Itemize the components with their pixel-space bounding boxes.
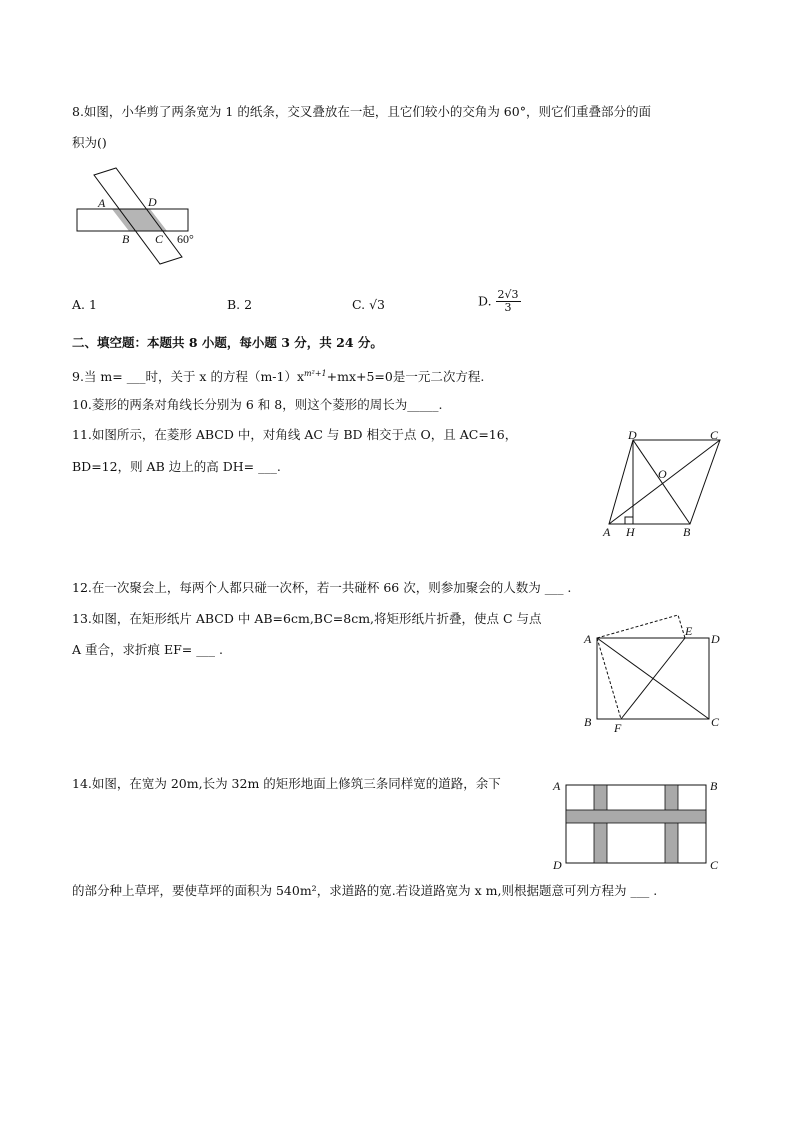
- q14-label-b: B: [710, 779, 718, 793]
- q14-line2: 的部分种上草坪，要使草坪的面积为 540m²，求道路的宽.若设道路宽为 x m,则根据题意可列方程为 ___ .: [72, 883, 658, 898]
- q13-line1: 13.如图，在矩形纸片 ABCD 中 AB=6cm,BC=8cm,将矩形纸片折叠，使点 C 与点: [72, 611, 542, 626]
- q10-text: 10.菱形的两条对角线长分别为 6 和 8，则这个菱形的周长为_____.: [72, 397, 443, 412]
- q11-line2: BD=12，则 AB 边上的高 DH= ___.: [72, 459, 281, 474]
- road-vertical-1: [594, 785, 607, 863]
- q11-label-h: H: [626, 525, 635, 539]
- q11-label-d: D: [628, 428, 637, 442]
- road-vertical-2: [665, 785, 678, 863]
- right-angle-mark: [625, 517, 633, 524]
- q8-option-b: B. 2: [227, 297, 253, 312]
- section-2-heading: 二、填空题：本题共 8 小题，每小题 3 分，共 24 分。: [72, 335, 383, 350]
- road-horizontal: [566, 810, 706, 823]
- q14-figure: [548, 776, 728, 874]
- q13-label-e: E: [685, 624, 693, 638]
- q8-figure: [70, 165, 210, 275]
- diagonal-ac: [609, 440, 720, 524]
- q8-label-a: A: [98, 196, 106, 210]
- dashed-fold: [597, 615, 685, 638]
- q14-line1: 14.如图，在宽为 20m,长为 32m 的矩形地面上修筑三条同样宽的道路，余下: [72, 776, 501, 791]
- dashed-af: [597, 638, 621, 719]
- q8-option-d-fraction: $\frac{2√3}{3}$: [497, 288, 519, 314]
- q12-text: 12.在一次聚会上，每两个人都只碰一次杯，若一共碰杯 66 次，则参加聚会的人数为 ___ .: [72, 580, 572, 595]
- q8-label-c: C: [155, 232, 164, 246]
- q13-label-d: D: [711, 632, 720, 646]
- q13-label-b: B: [584, 715, 592, 729]
- diagonal-bd: [633, 440, 690, 524]
- q8-label-b: B: [122, 232, 130, 246]
- q11-figure: [598, 426, 728, 541]
- q11-label-c: C: [710, 428, 719, 442]
- q8-label-d: D: [148, 195, 157, 209]
- q11-label-b: B: [683, 525, 691, 539]
- q8-option-d: D. $\frac{2√3}{3}$: [478, 288, 519, 314]
- q9-text: 9.当 m= ___时，关于 x 的方程$(m-1)x^{m^2+1}+mx+5=0$是一元二次方程.: [72, 369, 485, 385]
- q11-label-a: A: [603, 525, 611, 539]
- q11-label-o: O: [658, 467, 667, 481]
- q13-label-a: A: [584, 632, 592, 646]
- q13-figure: [580, 612, 725, 737]
- q8-label-angle: 60°: [177, 232, 194, 246]
- q14-label-d: D: [553, 858, 562, 872]
- q14-label-c: C: [710, 858, 719, 872]
- q14-label-a: A: [553, 779, 561, 793]
- q8-line1: 8.如图，小华剪了两条宽为 1 的纸条，交叉叠放在一起，且它们较小的交角为 60°，则它们重叠部分的面: [72, 104, 651, 119]
- q8-option-c: C. √3: [352, 297, 385, 312]
- q13-line2: A 重合，求折痕 EF= ___ .: [72, 642, 223, 657]
- q8-line2: 积为(): [72, 135, 107, 150]
- q8-option-a: A. 1: [72, 297, 97, 312]
- q13-label-f: F: [614, 721, 622, 735]
- fold-line-ef: [621, 638, 685, 719]
- field-rectangle: [566, 785, 706, 863]
- overlap-region: [112, 209, 167, 231]
- q11-line1: 11.如图所示，在菱形 ABCD 中，对角线 AC 与 BD 相交于点 O，且 AC=16，: [72, 427, 518, 442]
- q13-label-c: C: [711, 715, 720, 729]
